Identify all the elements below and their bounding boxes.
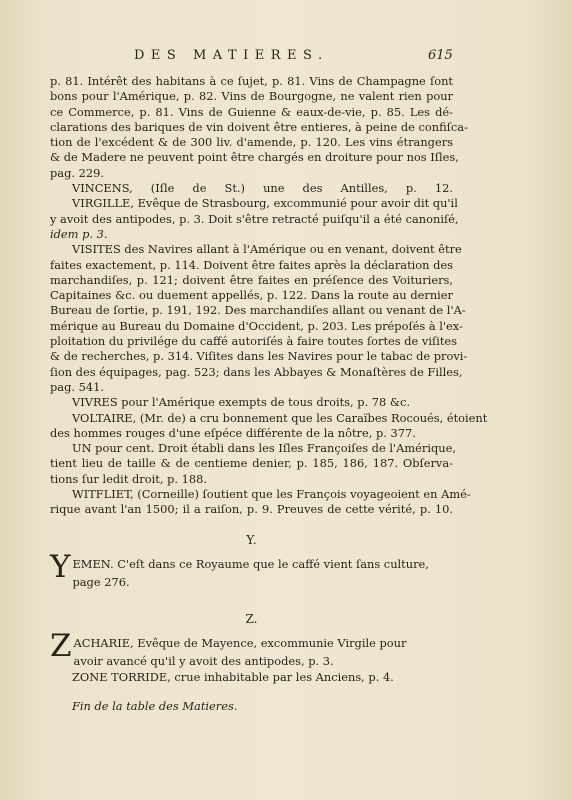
index-entry-vincens: VINCENS, (Iſle de St.) une des Antilles, p. 12. xyxy=(72,181,453,196)
index-body xyxy=(50,74,488,714)
index-line: ce Commerce, p. 81. Vins de Guienne & eaux-de-vie, p. 85. Les dé- xyxy=(50,104,453,119)
index-line: faites exactement, p. 114. Doivent être faites après la déclaration des xyxy=(50,257,453,272)
index-line: EMEN. C'eſt dans ce Royaume que le caffé vient ſans culture, xyxy=(72,556,429,571)
index-entry-visites: VISITES des Navires allant à l'Amérique ou en venant, doivent être xyxy=(72,242,462,257)
index-line: ACHARIE, Evêque de Mayence, excommunie Virgile pour xyxy=(73,635,407,650)
running-head: DES MATIERES. xyxy=(134,48,329,63)
index-entry-zacharie xyxy=(50,627,453,670)
index-entry-virgille: VIRGILLE, Evêque de Strasbourg, excommunié pour avoir dit qu'il xyxy=(72,196,458,211)
index-line: y avoit des antipodes, p. 3. Doit s'être retracté puiſqu'il a été canoniſé, xyxy=(50,211,459,226)
index-entry-un-pour-cent: UN pour cent. Droit établi dans les Iſles Françoiſes de l'Amérique, xyxy=(72,441,456,456)
index-line: avoir avancé qu'il y avoit des antipodes, p. 3. xyxy=(73,653,334,668)
page-number: 615 xyxy=(428,48,453,63)
index-line: ploitation du privilége du caffé autoriſés à faire toutes ſortes de viſites xyxy=(50,334,458,349)
index-line: page 276. xyxy=(72,574,130,589)
index-line: & de Madere ne peuvent point être chargés en droiture pour nos Iſles, xyxy=(50,150,459,165)
index-line: pag. 541. xyxy=(50,379,104,394)
index-line: tient lieu de taille & de centieme denier, p. 185, 186, 187. Obſerva- xyxy=(50,456,453,471)
section-heading-y: Y. xyxy=(246,532,257,547)
index-line: rique avant l'an 1500; il a raiſon, p. 9. Preuves de cette vérité, p. 10. xyxy=(50,502,453,517)
index-entry-witfliet: WITFLIET, (Corneille) ſoutient que les François voyageoient en Amé- xyxy=(72,487,471,502)
index-line: des hommes rouges d'une eſpéce différente de la nôtre, p. 377. xyxy=(50,425,416,440)
index-line: Capitaines &c. ou duement appellés, p. 122. Dans la route au dernier xyxy=(50,288,453,303)
index-line: Bureau de ſortie, p. 191, 192. Des marchandiſes allant ou venant de l'A- xyxy=(50,303,466,318)
index-line: marchandiſes, p. 121; doivent être faites en préſence des Voituriers, xyxy=(50,272,453,287)
index-line: idem p. 3. xyxy=(50,226,108,241)
index-entry-yemen xyxy=(50,548,453,591)
end-note: Fin de la table des Matieres. xyxy=(72,698,238,713)
index-line: ſion des équipages, pag. 523; dans les Abbayes & Monaſtères de Filles, xyxy=(50,364,463,379)
index-entry-voltaire: VOLTAIRE, (Mr. de) a cru bonnement que les Caraïbes Rocoués, étoient xyxy=(72,410,488,425)
index-line: p. 81. Intérêt des habitans à ce ſujet, p. 81. Vins de Champagne ſont xyxy=(50,74,453,88)
index-line: bons pour l'Amérique, p. 82. Vins de Bourgogne, ne valent rien pour xyxy=(50,89,453,104)
index-line: pag. 229. xyxy=(50,165,104,180)
index-line: clarations des bariques de vin doivent être entieres, à peine de confiſca- xyxy=(50,119,468,134)
drop-cap-y: Y xyxy=(50,548,71,585)
index-line: tions ſur ledit droit, p. 188. xyxy=(50,471,207,486)
page-header xyxy=(0,48,572,68)
index-entry-vivres: VIVRES pour l'Amérique exempts de tous droits, p. 78 &c. xyxy=(72,395,411,410)
section-heading-z: Z. xyxy=(245,611,258,626)
index-line: mérique au Bureau du Domaine d'Occident, p. 203. Les prépoſés à l'ex- xyxy=(50,318,463,333)
index-entry-zone-torride: ZONE TORRIDE, crue inhabitable par les Anciens, p. 4. xyxy=(72,669,394,684)
index-line: & de recherches, p. 314. Viſites dans les Navires pour le tabac de provi- xyxy=(50,349,468,364)
index-line: tion de l'excédent & de 300 liv. d'amende, p. 120. Les vins étrangers xyxy=(50,135,453,150)
drop-cap-z: Z xyxy=(50,627,72,664)
